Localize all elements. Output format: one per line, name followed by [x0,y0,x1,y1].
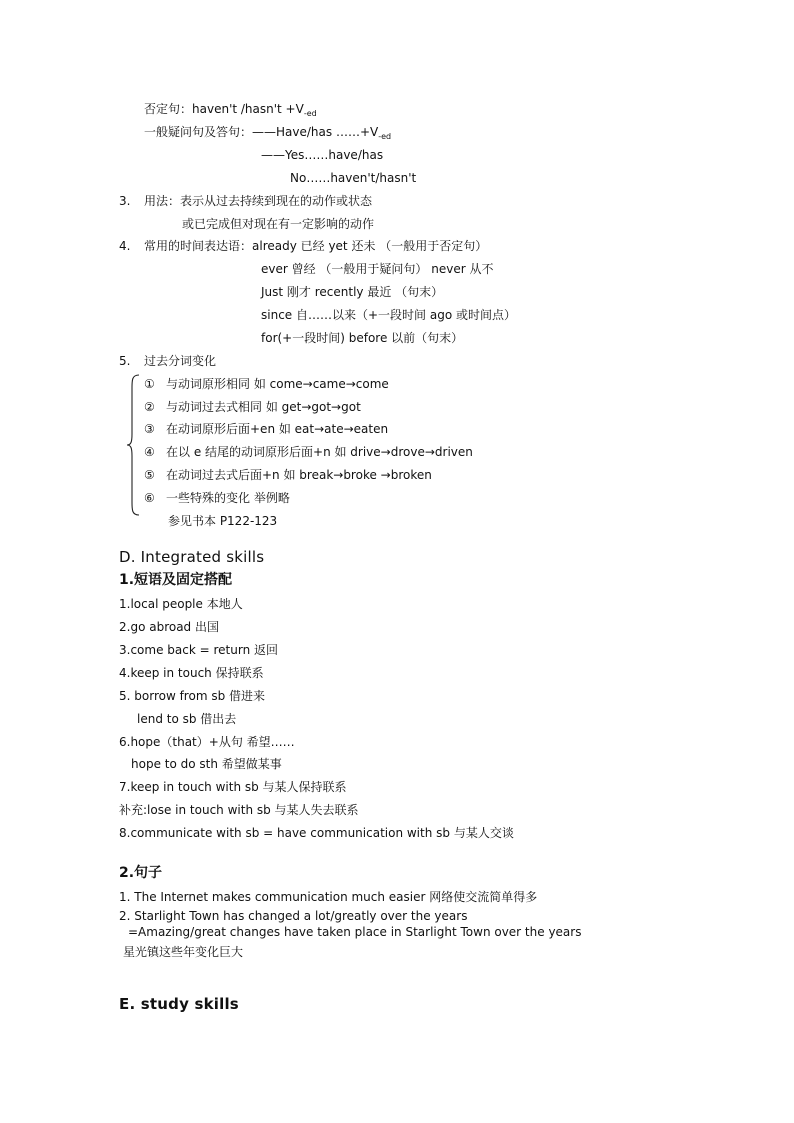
pp-rule-4 [144,444,473,460]
usage-line-2: 或已完成但对现在有一定影响的动作 [182,217,375,231]
pp-rule-5-text: 在动词过去式后面+n 如 break→broke →broken [166,468,432,482]
sentence-item-2-alt: =Amazing/great changes have taken place in Starlight Town over the years [128,925,582,939]
past-participle-number: 5. [119,354,131,368]
time-expr-number: 4. [119,239,131,253]
usage-number: 3. [119,194,131,208]
past-participle-title: 过去分词变化 [144,354,217,368]
pp-rule-4-text: 在以 e 结尾的动词原形后面+n 如 drive→drove→driven [166,445,473,459]
phrase-item-1: 1.local people 本地人 [119,597,243,611]
question-subscript: -ed [378,132,392,141]
time-expr-line-1: 常用的时间表达语：already 已经 yet 还未 （一般用于否定句） [144,239,488,253]
pp-rule-6-text: 一些特殊的变化 举例略 [166,491,290,505]
pp-rule-1-text: 与动词原形相同 如 come→came→come [166,377,389,391]
time-expr-line-3: Just 刚才 recently 最近 （句末） [261,285,444,299]
pp-rule-2 [144,399,361,415]
sentences-subheading: 2.句子 [119,865,163,881]
left-brace-icon [126,374,140,516]
section-e-heading: E. study skills [119,995,239,1013]
negative-label: 否定句： [144,102,193,116]
answer-no-line: No……haven't/hasn't [290,171,417,185]
phrase-item-6: 6.hope（that）+从句 希望…… [119,735,295,749]
pp-rule-2-mark: ② [144,400,155,414]
section-d-heading: D. Integrated skills [119,548,265,566]
pp-reference: 参见书本 P122-123 [168,514,278,528]
time-expr-line-4: since 自……以来（+一段时间 ago 或时间点） [261,308,516,322]
sentence-item-1: 1. The Internet makes communication much easier 网络使交流简单得多 [119,890,538,904]
time-expr-line-2: ever 曾经 （一般用于疑问句） never 从不 [261,262,494,276]
time-expr-line-5: for(+一段时间) before 以前（句末） [261,331,464,345]
pp-rule-1-mark: ① [144,377,155,391]
usage-line-1: 用法：表示从过去持续到现在的动作或状态 [144,194,373,208]
pp-rule-3 [144,421,388,437]
phrase-item-3: 3.come back = return 返回 [119,643,278,657]
question-text: ——Have/has ……+V [252,125,379,139]
answer-yes-line: ——Yes……have/has [261,148,384,162]
pp-rule-2-text: 与动词过去式相同 如 get→got→got [166,400,361,414]
pp-rule-6 [144,490,290,506]
pp-rule-4-mark: ④ [144,445,155,459]
phrase-item-5b: lend to sb 借出去 [137,712,237,726]
pp-rule-5-mark: ⑤ [144,468,155,482]
sentence-item-2-translation: 星光镇这些年变化巨大 [123,945,244,959]
pp-rule-3-mark: ③ [144,422,155,436]
pp-rule-5 [144,467,432,483]
pp-rule-1 [144,376,389,392]
pp-rule-6-mark: ⑥ [144,491,155,505]
negative-text: haven't /hasn't +V [192,102,304,116]
phrase-item-7: 7.keep in touch with sb 与某人保持联系 [119,780,347,794]
phrase-item-8: 8.communicate with sb = have communication with sb 与某人交谈 [119,826,514,840]
sentence-item-2: 2. Starlight Town has changed a lot/greatly over the years [119,909,468,923]
phrase-item-5: 5. borrow from sb 借进来 [119,689,266,703]
question-label: 一般疑问句及答句： [144,125,253,139]
phrases-subheading: 1.短语及固定搭配 [119,572,233,588]
negative-form-line [144,101,317,122]
phrase-item-4: 4.keep in touch 保持联系 [119,666,264,680]
phrase-item-6b: hope to do sth 希望做某事 [131,757,282,771]
phrase-item-2: 2.go abroad 出国 [119,620,219,634]
negative-subscript: -ed [303,109,317,118]
phrase-item-supplement: 补充:lose in touch with sb 与某人失去联系 [119,803,359,817]
question-form-line [144,124,391,145]
pp-rule-3-text: 在动词原形后面+en 如 eat→ate→eaten [166,422,389,436]
